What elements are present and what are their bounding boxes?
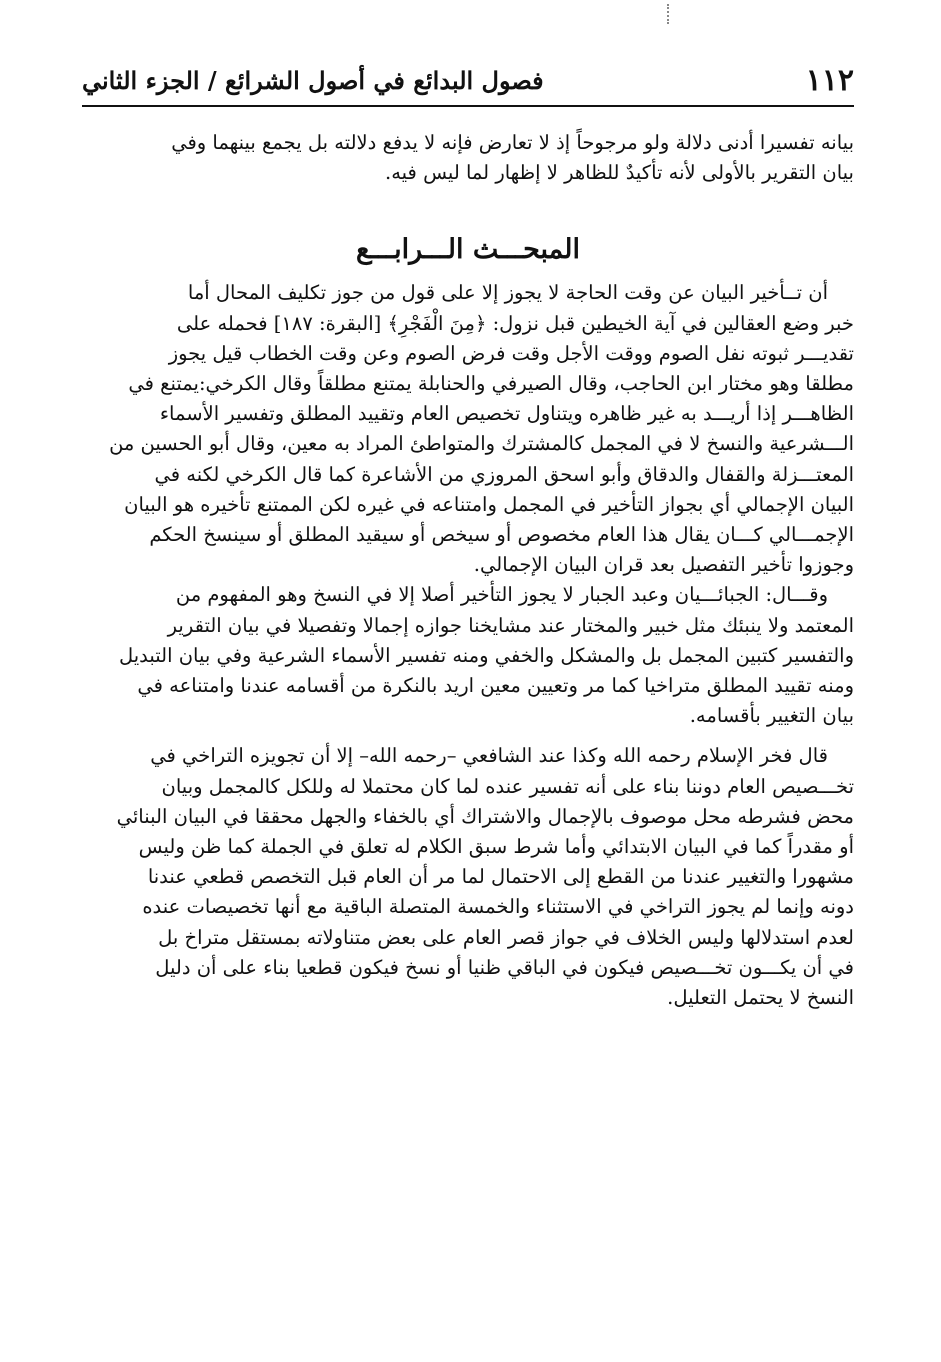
- text-line: الظاهـــر إذا أريـــد به غير ظاهره ويتناول تخصيص العام وتقييد المطلق وتفسير الأسماء: [159, 402, 854, 426]
- text-line: قال فخر الإسلام رحمه الله وكذا عند الشافعي –رحمه الله– إلا أن تجويزه التراخي في: [150, 744, 828, 768]
- paragraph-continued: [82, 128, 854, 188]
- section-title: المبحـــث الـــرابـــع: [355, 234, 581, 266]
- text-line: المعتمد ولا ينبئك مثل خبير والمختار عند مشايخنا جوازه إجمالا وتفصيلا في بيان التقرير: [167, 613, 854, 637]
- text-line: والتفسير كتبين المجمل بل والمشكل والخفي ومنه تفسير الأسماء الشرعية وفي بيان التبديل: [118, 643, 854, 667]
- text-line: بيان التغيير بأقسامه.: [689, 704, 854, 728]
- text-line: النسخ لا يحتمل التعليل.: [667, 986, 854, 1010]
- text-line: تخـــصيص العام دوننا بناء على أنه تفسير عنده لما كان محتملا له وللكل كالمجمل وبيان: [161, 774, 854, 798]
- text-line: وجوزوا تأخير التفصيل بعد قران البيان الإجمالي.: [473, 553, 854, 577]
- text-line: أن تــأخير البيان عن وقت الحاجة لا يجوز إلا على قول من جوز تكليف المحال أما: [187, 281, 828, 305]
- text-line: تقديـــر ثبوته نفل الصوم ووقت الأجل وقت فرض الصوم وعن وقت الخطاب قيل يجوز: [168, 341, 854, 365]
- text-line: الإجمـــالي كـــان يقال هذا العام مخصوص أو سيخص أو سيقيد المطلق أو سينسخ الحكم: [149, 523, 854, 547]
- text-line: محض فشرطه محل موصوف بالإجمال والاشتراك أي بالخفاء والجهل محققا في البيان البنائي: [116, 804, 854, 828]
- paragraph: [82, 278, 854, 580]
- text-line: في أن يكـــون تخـــصيص فيكون في الباقي ظنيا أو نسخ فيكون قطعيا بناء على أن دليل: [155, 955, 854, 979]
- scan-mark: [667, 4, 671, 24]
- text-line: البيان الإجمالي أي بجواز التأخير في المجمل وامتناعه في غيره لكن الممتنع تأخيره هو البيان: [124, 492, 854, 516]
- text-line: بيانه تفسيرا أدنى دلالة ولو مرجوحاً إذ لا تعارض فإنه لا يدفع دلالته بل يجمع بينهما وفي: [171, 131, 854, 154]
- text-line: وقـــال: الجبائـــيان وعبد الجبار لا يجوز التأخير أصلا إلا في النسخ وهو المفهوم من: [175, 583, 828, 607]
- paragraph: [82, 580, 854, 731]
- text-line: دونه وإنما لم يجوز التراخي في الاستثناء والخمسة المتصلة الباقية مع أنها تخصيصات عنده: [142, 895, 854, 919]
- text-line: لعدم استدلالها وليس الخلاف في جواز قصر العام على بعض متناولاته بمستقل متراخ بل: [158, 925, 854, 949]
- text-line: مشهورا والتغيير عندنا من القطع إلى الاحتمال لما مر أن العام قبل التخصص قطعي عندنا: [147, 865, 854, 889]
- text-line: أو مقدراً كما في البيان الابتدائي وأما شرط سبق الكلام له تعلق في الجملة كما ظن وليس: [138, 835, 854, 859]
- page-number: ١١٢: [805, 62, 854, 98]
- paragraph: [82, 741, 854, 1013]
- text-line: خبر وضع العقالين في آية الخيطين قبل نزول: ﴿مِنَ الْفَجْرِ﴾ [البقرة: ١٨٧] فحمله على: [176, 311, 854, 335]
- page-header: [82, 55, 854, 107]
- page-body: [82, 128, 854, 1013]
- text-line: بيان التقرير بالأولى لأنه تأكيدٌ للظاهر لا إظهار لما ليس فيه.: [385, 161, 854, 185]
- text-line: ومنه تقييد المطلق متراخيا كما مر وتعيين معين اريد بالنكرة من أقسامه عندنا وامتناعه في: [137, 674, 854, 698]
- text-line: المعتـــزلة والقفال والدقاق وأبو اسحق المروزي من الأشاعرة كما قال الكرخي لكنه في: [154, 462, 854, 486]
- text-line: الـــشرعية والنسخ لا في المجمل كالمشترك والمتواطئ المراد به معين، وقال أبو الحسين من: [109, 432, 854, 456]
- text-line: مطلقا وهو مختار ابن الحاجب، وقال الصيرفي والحنابلة يمتنع مطلقاً وقال الكرخي:يمتنع في: [128, 372, 854, 396]
- running-title: فصول البدائع في أصول الشرائع / الجزء الثاني: [82, 65, 544, 95]
